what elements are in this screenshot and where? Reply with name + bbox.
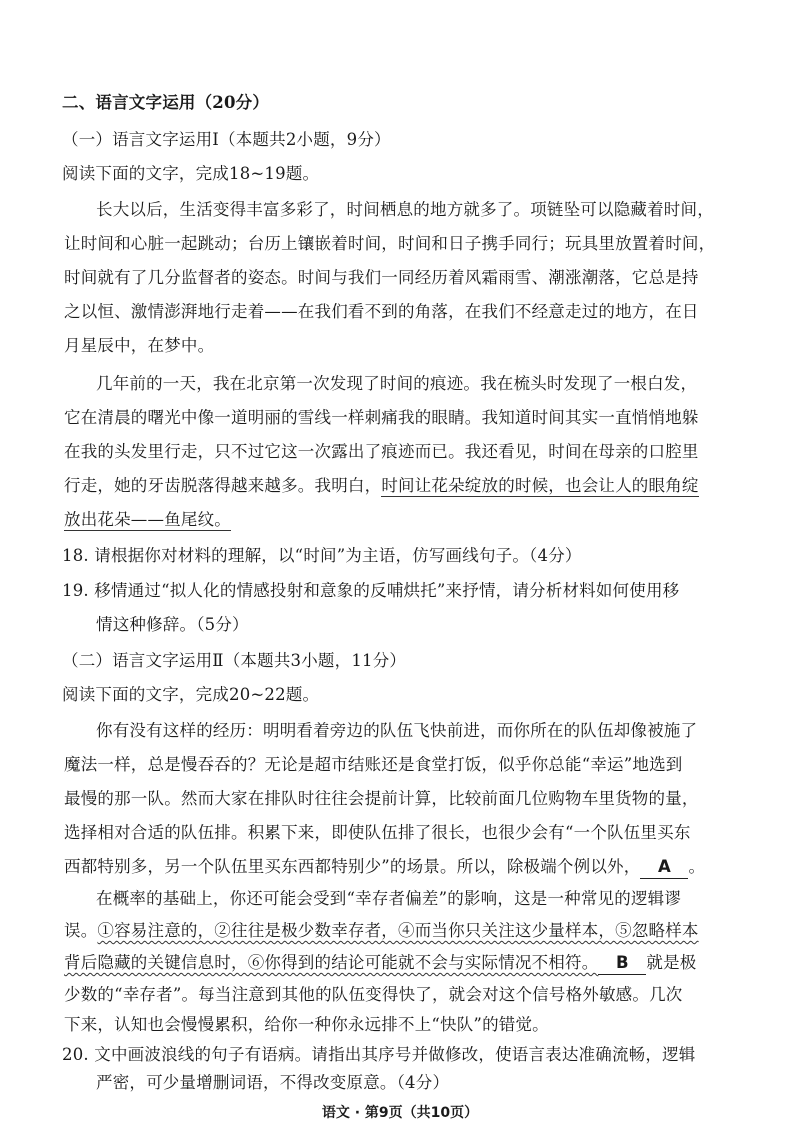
question-19-line-2: 情这种修辞。（5分）: [96, 615, 249, 634]
part2-instruction: 阅读下面的文字，完成20~22题。: [62, 685, 320, 704]
underlined-sentence-part1: 时间让花朵绽放的时候，也会让人的眼角绽: [381, 476, 699, 495]
p3-line-5-end: 。: [688, 857, 706, 876]
p4-line-3-end: 就是极: [646, 953, 697, 972]
p4-line-5: 下来，认知也会慢慢累积，给你一种你永远排不上“快队”的错觉。: [64, 1015, 549, 1034]
p1-line-1: 长大以后，生活变得丰富多彩了，时间栖息的地方就多了。项链坠可以隐藏着时间，: [96, 200, 714, 219]
p4-line-1: 在概率的基础上，你还可能会受到“幸存者偏差”的影响，这是一种常见的逻辑谬: [96, 889, 682, 908]
p2-line-1: 几年前的一天，我在北京第一次发现了时间的痕迹。我在梳头时发现了一根白发，: [96, 374, 698, 393]
question-20-line-2: 严密，可少量增删词语，不得改变原意。（4分）: [96, 1073, 450, 1092]
p2-line-2: 它在清晨的曙光中像一道明丽的雪线一样刺痛我的眼睛。我知道时间其实一直悄悄地躲: [64, 408, 699, 427]
p3-line-3: 最慢的那一队。然而大家在排队时往往会提前计算，比较前面几位购物车里货物的量，: [64, 789, 699, 808]
part2-header: （二）语言文字运用Ⅱ（本题共3小题，11分）: [62, 651, 407, 670]
p4-line-2-text: 误。: [64, 921, 98, 940]
p4-line-2: [64, 920, 699, 942]
part1-header: （一）语言文字运用Ⅰ（本题共2小题，9分）: [62, 130, 391, 149]
p1-line-5: 月星辰中，在梦中。: [64, 336, 215, 355]
p4-line-4: 少数的“幸存者”。每当注意到其他的队伍变得快了，就会对这个信号格外敏感。几次: [64, 985, 683, 1004]
wavy-sentence-part2: 背后隐藏的关键信息时，⑥你得到的结论可能就不会与实际情况不相符。: [64, 953, 599, 972]
blank-a: A: [640, 856, 688, 879]
page-footer: 语文 · 第9页（共10页）: [321, 1105, 479, 1121]
p1-line-2: 让时间和心脏一起跳动；台历上镶嵌着时间，时间和日子携手同行；玩具里放置着时间，: [64, 234, 716, 253]
p1-line-3: 时间就有了几分监督者的姿态。时间与我们一同经历着风霜雨雪、潮涨潮落，它总是持: [64, 268, 699, 287]
question-18: 18. 请根据你对材料的理解，以“时间”为主语，仿写画线句子。（4分）: [62, 546, 582, 565]
p4-line-3: [64, 952, 697, 975]
question-19-line-1: 19. 移情通过“拟人化的情感投射和意象的反哺烘托”来抒情，请分析材料如何使用移: [62, 581, 680, 600]
underlined-sentence-part2: 放出花朵——鱼尾纹。: [64, 510, 231, 529]
p3-line-1: 你有没有这样的经历：明明看着旁边的队伍飞快前进，而你所在的队伍却像被施了: [96, 721, 698, 740]
question-20-line-1: 20. 文中画波浪线的句子有语病。请指出其序号并做修改，使语言表达准确流畅，逻辑: [62, 1045, 696, 1064]
p3-line-5-text: 西都特别多，另一个队伍里买东西都特别少”的场景。所以，除极端个例以外，: [64, 857, 641, 876]
p2-line-4: [64, 475, 699, 497]
p2-line-5: [64, 509, 231, 531]
p2-line-3: 在我的头发里行走，只不过它这一次露出了痕迹而已。我还看见，时间在母亲的口腔里: [64, 442, 699, 461]
p1-line-4: 之以恒、激情澎湃地行走着——在我们看不到的角落，在我们不经意走过的地方，在日: [64, 302, 699, 321]
blank-b: B: [598, 952, 646, 975]
p3-line-2: 魔法一样，总是慢吞吞的？无论是超市结账还是食堂打饭，似乎你总能“幸运”地选到: [64, 755, 683, 774]
p3-line-4: 选择相对合适的队伍排。积累下来，即使队伍排了很长，也很少会有“一个队伍里买东: [64, 823, 691, 842]
section-title: 二、语言文字运用（20分）: [62, 93, 270, 112]
wavy-sentence-part1: ①容易注意的，②往往是极少数幸存者，④而当你只关注这少量样本，⑤忽略样本: [97, 921, 699, 940]
part1-instruction: 阅读下面的文字，完成18~19题。: [62, 164, 320, 183]
p2-line-4-text: 行走，她的牙齿脱落得越来越多。我明白，: [64, 476, 382, 495]
p3-line-5: [64, 856, 705, 879]
